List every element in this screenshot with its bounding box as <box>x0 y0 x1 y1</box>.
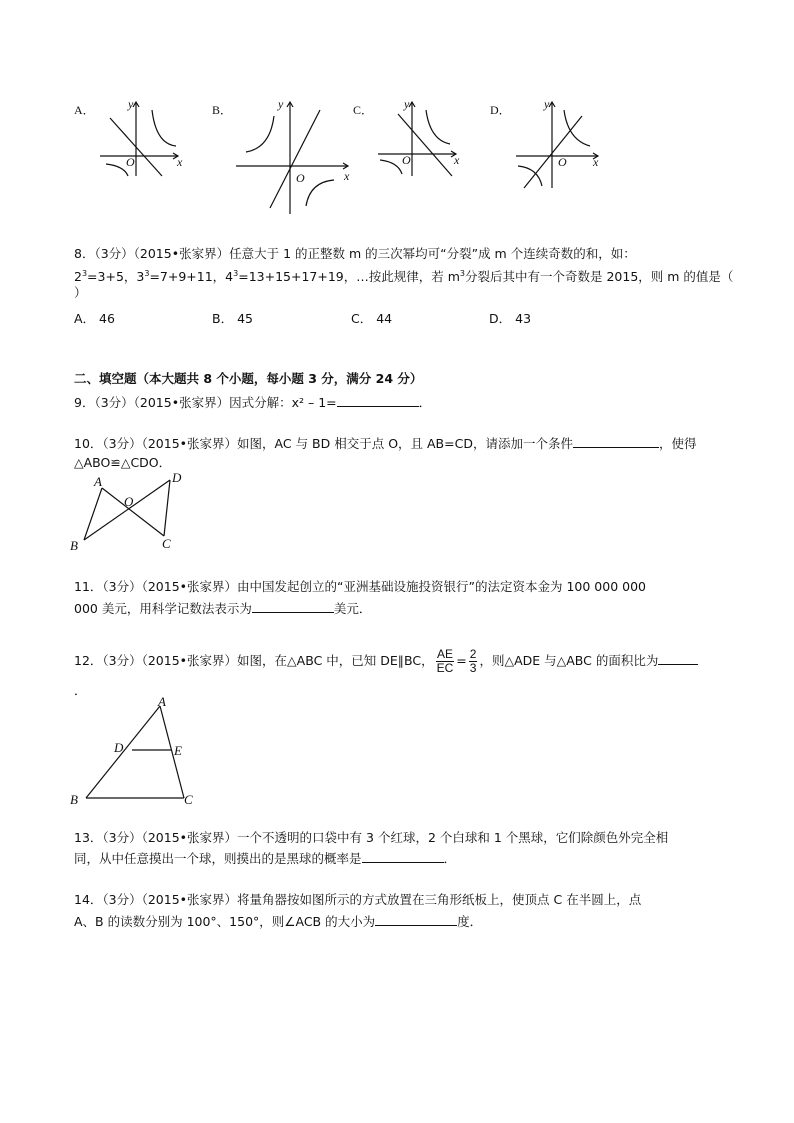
origin-label: O <box>558 155 567 169</box>
option-b-graph <box>230 96 354 218</box>
label-D: D <box>172 470 182 485</box>
label-A: A <box>158 694 166 709</box>
q11-answer-blank <box>252 600 334 613</box>
label-B: B <box>70 538 78 553</box>
q8-option-a: A． 46 <box>74 311 115 326</box>
option-c-graph <box>372 96 468 178</box>
label-D: D <box>114 740 124 755</box>
x-label: x <box>454 153 460 167</box>
origin-label: O <box>296 171 305 185</box>
q14-line2: A、B 的读数分别为 100°、150°，则∠ACB 的大小为 度． <box>74 914 483 929</box>
q13-line1: 13．（3分）（2015•张家界）一个不透明的口袋中有 3 个红球，2 个白球和 1 个黑球，它们除颜色外完全相 <box>74 830 669 845</box>
label-A: A <box>94 474 102 489</box>
linear-function-line <box>524 116 582 188</box>
q10-answer-blank <box>573 435 659 448</box>
q12-line2: ． <box>74 683 87 698</box>
q10-line2: △ABO≌△CDO． <box>74 455 172 470</box>
hyperbola-branch-2 <box>106 164 128 176</box>
label-B: B <box>70 792 78 807</box>
x-label: x <box>177 155 183 169</box>
q11-line1: 11．（3分）（2015•张家界）由中国发起创立的“亚洲基础设施投资银行”的法定资本金为 100 000 000 <box>74 579 646 594</box>
linear-function-line <box>270 110 320 208</box>
option-a-letter: A． <box>74 103 95 117</box>
q11-line2: 000 美元，用科学记数法表示为 美元． <box>74 601 372 616</box>
label-O: O <box>124 494 134 509</box>
hyperbola-branch-2 <box>306 180 334 206</box>
origin-label: O <box>402 153 411 167</box>
hyperbola-branch-1 <box>426 110 450 144</box>
q9-answer-blank <box>337 394 419 407</box>
y-label: y <box>544 97 550 111</box>
option-a-graph <box>92 96 192 178</box>
label-C: C <box>162 536 171 551</box>
origin-label: O <box>126 155 135 169</box>
y-label: y <box>404 97 410 111</box>
hyperbola-branch-2 <box>380 160 402 174</box>
option-d-letter: D． <box>490 103 511 117</box>
q12-answer-blank <box>658 652 698 665</box>
q9-line: 9．（3分）（2015•张家界）因式分解：x² – 1= ． <box>74 395 432 410</box>
q8-line1: 8．（3分）（2015•张家界）任意大于 1 的正整数 m 的三次幂均可“分裂”成 m 个连续奇数的和，如： <box>74 246 636 261</box>
q8-option-b: B． 45 <box>212 311 253 326</box>
q13-line2: 同，从中任意摸出一个球，则摸出的是黑球的概率是 ． <box>74 851 457 866</box>
label-E: E <box>174 743 182 758</box>
q13-answer-blank <box>362 850 444 863</box>
q12-line1: 12．（3分）（2015•张家界）如图，在△ABC 中，已知 DE∥BC， $\frac{AE}{EC}$ = $\frac{2}{3}$ ，则△ADE 与△ABC 的面积比为 <box>74 648 698 675</box>
q8-option-d: D． 43 <box>489 311 532 326</box>
x-label: x <box>593 155 599 169</box>
segment-AB <box>84 488 102 540</box>
q8-line2: $2^3=3+5$，$3^3=7+9+11$，$4^3=13+15+17+19$，…按此规律，若 $m^3$分裂后其中有一个奇数是 2015，则 m 的值是（ <box>74 269 734 285</box>
hyperbola-branch-2 <box>518 166 542 186</box>
y-label: y <box>128 97 134 111</box>
q12-figure <box>66 694 206 808</box>
q14-answer-blank <box>375 913 457 926</box>
y-label: y <box>278 97 284 111</box>
x-label: x <box>344 169 350 183</box>
label-C: C <box>184 792 193 807</box>
option-c-letter: C． <box>353 103 374 117</box>
q10-figure <box>66 470 196 554</box>
section-2-title: 二、填空题（本大题共 8 个小题，每小题 3 分，满分 24 分） <box>74 371 423 386</box>
q10-line1: 10．（3分）（2015•张家界）如图，AC 与 BD 相交于点 O，且 AB=CD，请添加一个条件 ，使得 <box>74 436 697 451</box>
hyperbola-branch-1 <box>564 110 590 146</box>
q12-fraction-2-3: $\frac{2}{3}$ <box>469 647 477 675</box>
option-d-graph <box>510 96 606 192</box>
q8-option-c: C． 44 <box>351 311 393 326</box>
q12-fraction-ae-ec: $\frac{AE}{EC}$ <box>436 647 454 675</box>
option-b-letter: B． <box>212 103 233 117</box>
hyperbola-branch-1 <box>152 110 176 146</box>
q8-line3: ） <box>74 285 87 300</box>
q14-line1: 14．（3分）（2015•张家界）将量角器按如图所示的方式放置在三角形纸板上，使顶点 C 在半圆上，点 <box>74 892 642 907</box>
segment-DC <box>164 480 170 536</box>
hyperbola-branch-1 <box>246 116 274 152</box>
